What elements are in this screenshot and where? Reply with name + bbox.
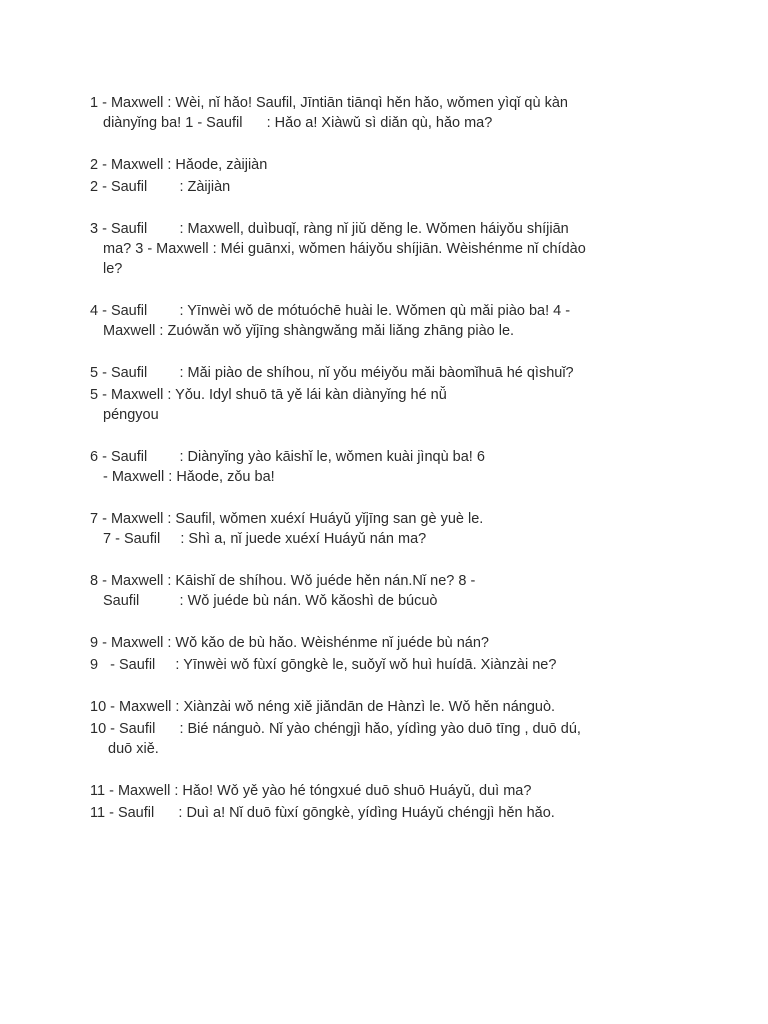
- dialogue-line: 9 - Maxwell : Wǒ kǎo de bù hǎo. Wèishénme nǐ juéde bù nán?: [90, 635, 489, 651]
- dialogue-line: le?: [103, 261, 123, 277]
- dialogue-line: 9 - Saufil : Yīnwèi wǒ fùxí gōngkè le, suǒyǐ wǒ huì huídā. Xiànzài ne?: [90, 657, 557, 673]
- dialogue-line: - Maxwell : Hǎode, zǒu ba!: [103, 469, 275, 485]
- dialogue-line: 6 - Saufil : Diànyǐng yào kāishǐ le, wǒmen kuài jìnqù ba! 6: [90, 449, 485, 465]
- dialogue-line: 1 - Maxwell : Wèi, nǐ hǎo! Saufil, Jīntiān tiānqì hěn hǎo, wǒmen yìqǐ qù kàn: [90, 95, 568, 111]
- dialogue-line: 7 - Saufil : Shì a, nǐ juede xuéxí Huáyǔ nán ma?: [103, 531, 427, 547]
- dialogue-line: 5 - Saufil : Mǎi piào de shíhou, nǐ yǒu méiyǒu mǎi bàomǐhuā hé qìshuǐ?: [90, 365, 574, 381]
- dialogue-line: 2 - Maxwell : Hǎode, zàijiàn: [90, 157, 268, 173]
- dialogue-line: 5 - Maxwell : Yǒu. Idyl shuō tā yě lái kàn diànyǐng hé nǚ: [90, 387, 447, 403]
- dialogue-line: 2 - Saufil : Zàijiàn: [90, 179, 231, 195]
- dialogue-line: Maxwell : Zuówǎn wǒ yǐjīng shàngwǎng mǎi liǎng zhāng piào le.: [103, 323, 515, 339]
- dialogue-line: 10 - Maxwell : Xiànzài wǒ néng xiě jiǎndān de Hànzì le. Wǒ hěn nánguò.: [90, 699, 556, 715]
- dialogue-line: 11 - Maxwell : Hǎo! Wǒ yě yào hé tóngxué duō shuō Huáyǔ, duì ma?: [90, 783, 532, 799]
- dialogue-line: péngyou: [103, 407, 159, 423]
- dialogue-line: diànyǐng ba! 1 - Saufil : Hǎo a! Xiàwǔ sì diǎn qù, hǎo ma?: [103, 115, 493, 131]
- dialogue-line: 10 - Saufil : Bié nánguò. Nǐ yào chéngjì hǎo, yídìng yào duō tīng , duō dú,: [90, 721, 581, 737]
- dialogue-line: duō xiě.: [108, 741, 159, 757]
- dialogue-line: 8 - Maxwell : Kāishǐ de shíhou. Wǒ juéde hěn nán.Nǐ ne? 8 -: [90, 573, 476, 589]
- dialogue-line: Saufil : Wǒ juéde bù nán. Wǒ kǎoshì de búcuò: [103, 593, 438, 609]
- dialogue-line: 4 - Saufil : Yīnwèi wǒ de mótuóchē huài le. Wǒmen qù mǎi piào ba! 4 -: [90, 303, 571, 319]
- dialogue-line: 3 - Saufil : Maxwell, duìbuqǐ, ràng nǐ jiǔ děng le. Wǒmen háiyǒu shíjiān: [90, 221, 569, 237]
- dialogue-line: ma? 3 - Maxwell : Méi guānxi, wǒmen háiyǒu shíjiān. Wèishénme nǐ chídào: [103, 241, 586, 257]
- dialogue-line: 11 - Saufil : Duì a! Nǐ duō fùxí gōngkè, yídìng Huáyǔ chéngjì hěn hǎo.: [90, 805, 555, 821]
- dialogue-line: 7 - Maxwell : Saufil, wǒmen xuéxí Huáyǔ yǐjīng san gè yuè le.: [90, 511, 484, 527]
